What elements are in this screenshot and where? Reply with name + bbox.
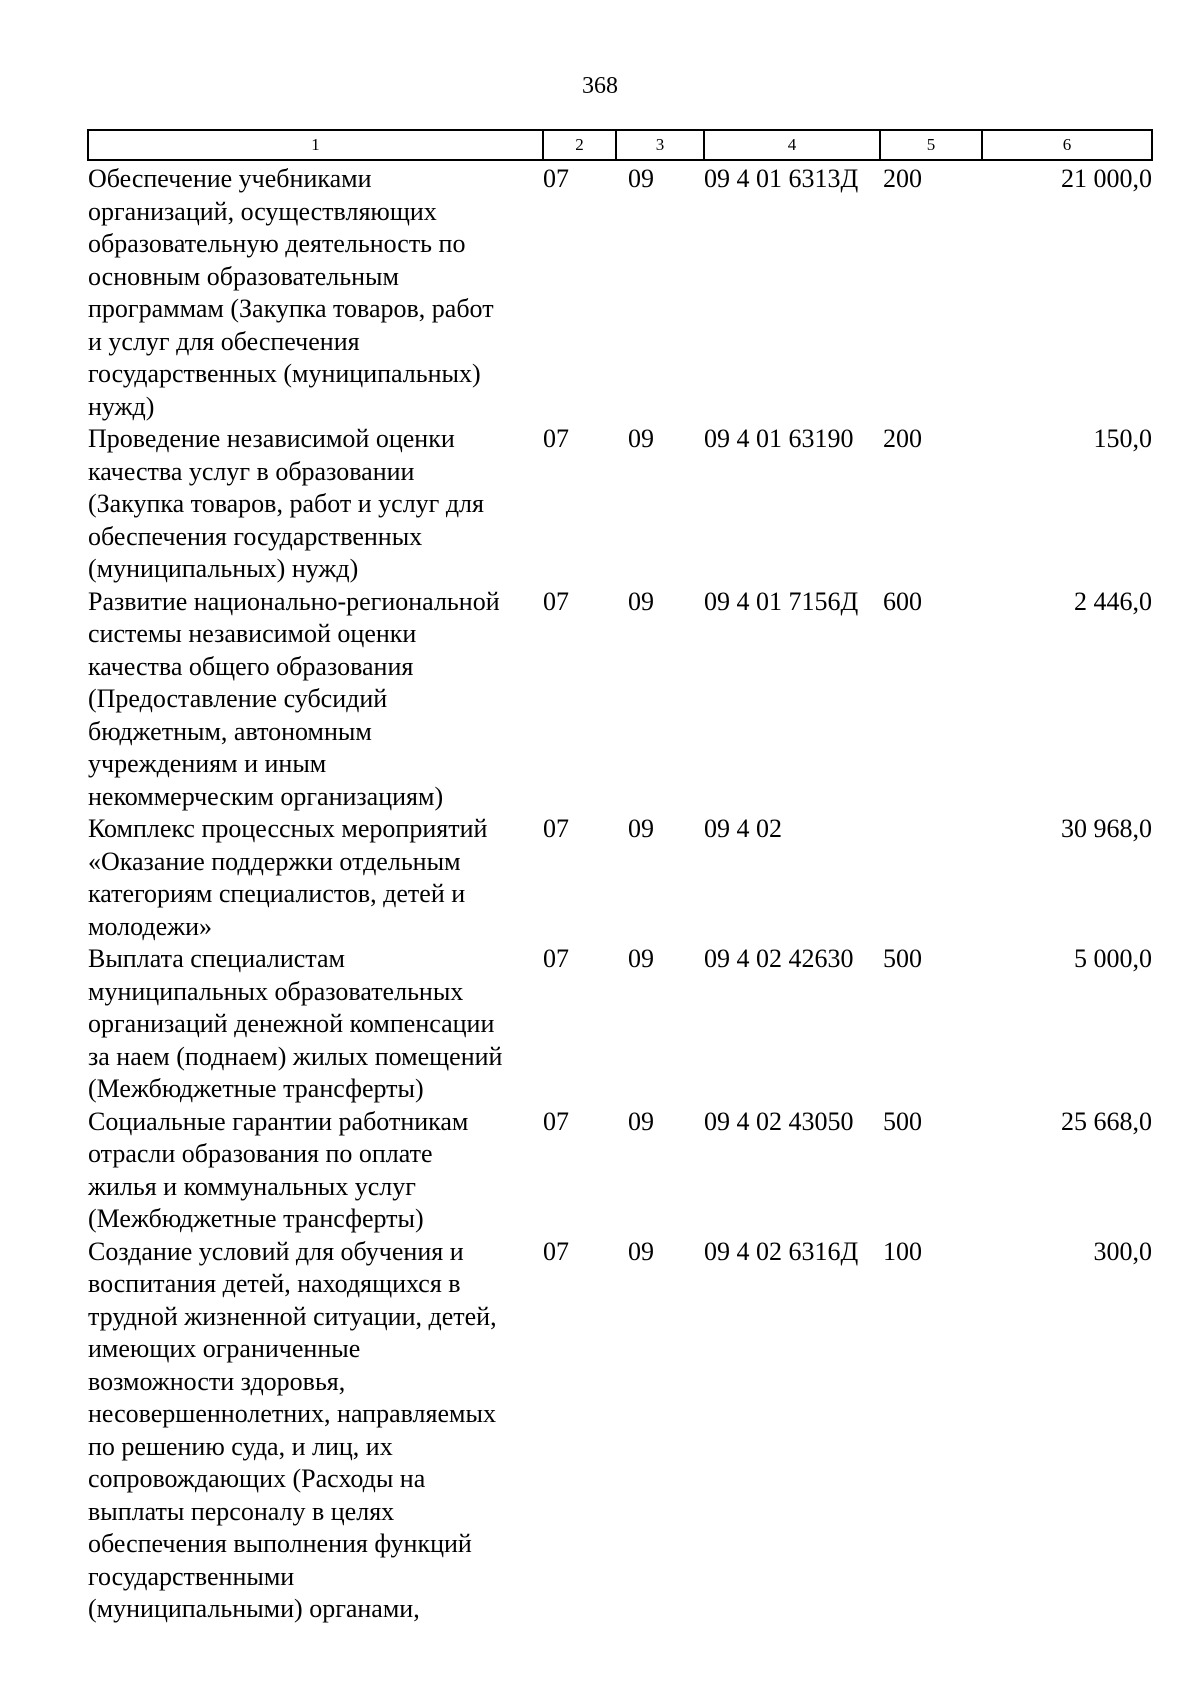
table-row [88,813,1152,943]
table-row [88,586,1152,814]
target-code: 09 4 02 43050 [704,1106,854,1136]
expense-type-code: 500 [883,944,922,973]
subsection-code: 09 [628,586,654,616]
section-code: 07 [543,814,569,843]
section-code: 07 [543,1236,569,1266]
subsection-code: 09 [628,1106,654,1136]
table-row [88,423,1152,586]
subsection-code: 09 [628,164,654,193]
subsection-code: 09 [628,814,654,843]
column-header-6: 6 [982,130,1152,160]
item-name: Социальные гарантии работникам отрасли образования по оплате жилья и коммунальных услуг (Межбюджетные трансферты) [88,1106,469,1233]
column-header-4: 4 [704,130,880,160]
subsection-code: 09 [628,944,654,973]
item-name: Создание условий для обучения и воспитания детей, находящихся в трудной жизненной ситуации, детей, имеющих ограниченные возможности здоровья, несовершеннолетних, направляемых по решению суда, и лиц, их сопровождающих (Расходы на выплаты персоналу в целях обеспечения выполнения функций государственными (муниципальными) органами, [88,1236,497,1623]
page-number: 368 [582,73,618,99]
table-row [88,943,1152,1106]
table-row [88,160,1152,423]
amount: 30 968,0 [1061,814,1152,843]
target-code: 09 4 02 42630 [704,944,854,973]
amount: 21 000,0 [1061,164,1152,193]
item-name: Выплата специалистам муниципальных образовательных организаций денежной компенсации за наем (поднаем) жилых помещений (Межбюджетные трансферты) [88,944,503,1103]
column-header-3: 3 [616,130,704,160]
expense-type-code: 200 [883,424,922,453]
table-body [88,160,1152,1626]
expense-type-code [880,813,982,943]
section-code: 07 [543,586,569,616]
table-row [88,1106,1152,1236]
target-code: 09 4 02 6316Д [704,1236,859,1266]
amount: 25 668,0 [1061,1106,1152,1136]
section-code: 07 [543,1106,569,1136]
target-code: 09 4 01 7156Д [704,586,859,616]
section-code: 07 [543,424,569,453]
item-name: Комплекс процессных мероприятий «Оказание поддержки отдельным категориям специалистов, детей и молодежи» [88,814,488,941]
item-name: Проведение независимой оценки качества услуг в образовании (Закупка товаров, работ и услуг для обеспечения государственных (муниципальных) нужд) [88,424,484,583]
section-code: 07 [543,164,569,193]
amount: 300,0 [1093,1236,1152,1266]
target-code: 09 4 01 63190 [704,424,854,453]
expense-type-code: 500 [883,1106,922,1136]
subsection-code: 09 [628,424,654,453]
amount: 5 000,0 [1074,944,1152,973]
item-name: Обеспечение учебниками организаций, осуществляющих образовательную деятельность по основным образовательным программам (Закупка товаров, работ и услуг для обеспечения государственных (муниципальных) нужд) [88,164,494,421]
expense-type-code: 600 [883,586,922,616]
target-code: 09 4 01 6313Д [704,164,859,193]
expense-type-code: 200 [883,164,922,193]
budget-table [87,129,1153,1626]
expense-type-code: 100 [883,1236,922,1266]
subsection-code: 09 [628,1236,654,1266]
table-row [88,1236,1152,1626]
column-header-1: 1 [88,130,543,160]
table-header [88,130,1152,160]
item-name: Развитие национально-региональной системы независимой оценки качества общего образования (Предоставление субсидий бюджетным, автономным учреждениям и иным некоммерческим организациям) [88,586,500,811]
amount: 150,0 [1093,424,1152,453]
column-header-2: 2 [543,130,616,160]
target-code: 09 4 02 [704,814,782,843]
amount: 2 446,0 [1074,586,1152,616]
section-code: 07 [543,944,569,973]
column-header-5: 5 [880,130,982,160]
column-number-row [88,130,1152,160]
